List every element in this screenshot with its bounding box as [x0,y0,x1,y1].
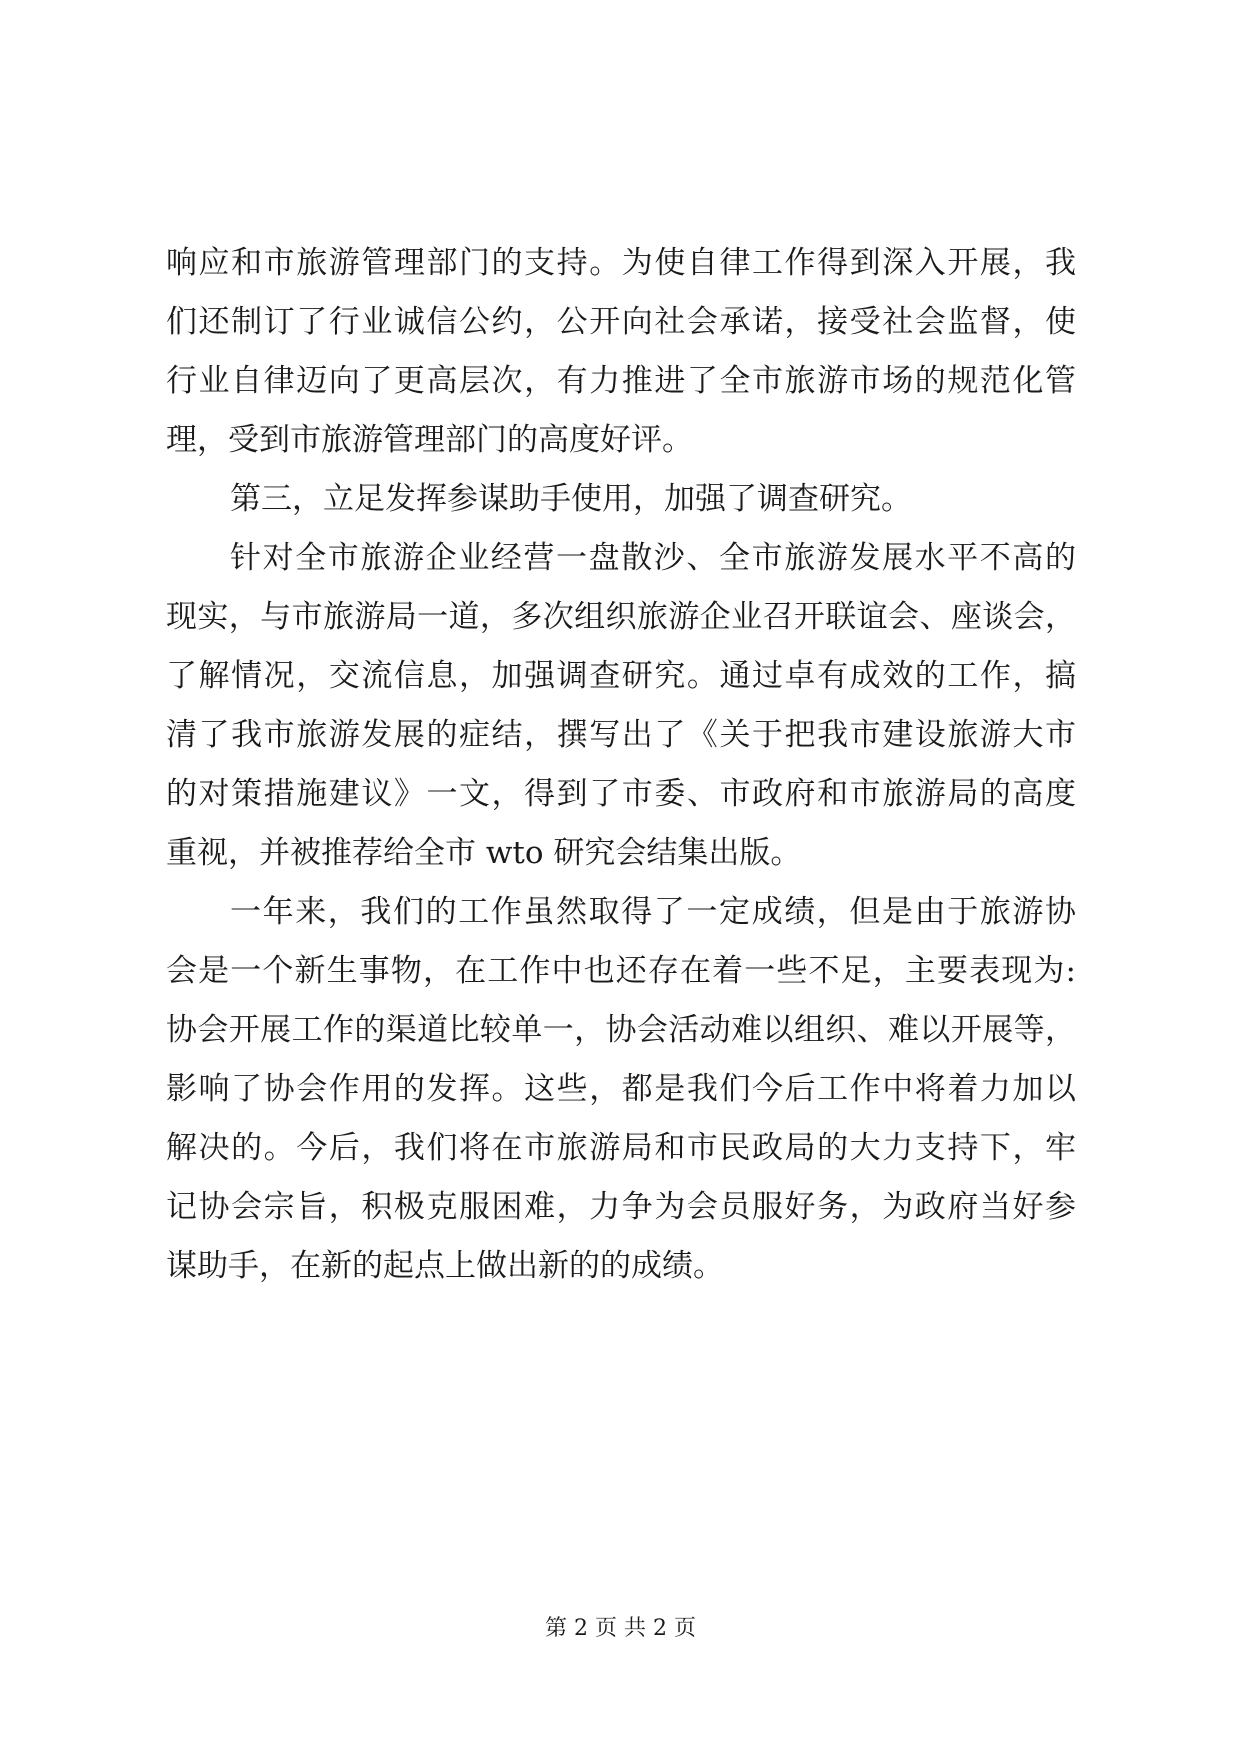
text-line: 会是一个新生事物，在工作中也还存在着一些不足，主要表现为: [166,953,1076,989]
text-line: 谋助手，在新的起点上做出新的的成绩。 [166,1248,724,1284]
text-line: 重视，并被推荐给全市 wto 研究会结集出版。 [166,835,802,871]
text-line: 理，受到市旅游管理部门的高度好评。 [166,422,693,458]
text-line: 的对策措施建议》一文，得到了市委、市政府和市旅游局的高度 [166,776,1076,812]
text-line: 行业自律迈向了更高层次，有力推进了全市旅游市场的规范化管 [166,363,1076,399]
text-line: 们还制订了行业诚信公约，公开向社会承诺，接受社会监督，使 [166,304,1076,340]
text-line: 清了我市旅游发展的症结，撰写出了《关于把我市建设旅游大市 [166,717,1076,753]
text-line: 协会开展工作的渠道比较单一，协会活动难以组织、难以开展等， [166,1012,1076,1048]
text-line: 响应和市旅游管理部门的支持。为使自律工作得到深入开展，我 [166,245,1076,281]
section-heading: 第三，立足发挥参谋助手使用，加强了调查研究。 [230,481,912,517]
text-line: 针对全市旅游企业经营一盘散沙、全市旅游发展水平不高的 [230,540,1076,576]
text-line: 影响了协会作用的发挥。这些，都是我们今后工作中将着力加以 [166,1071,1076,1107]
text-line: 一年来，我们的工作虽然取得了一定成绩，但是由于旅游协 [230,894,1076,930]
text-line: 解决的。今后，我们将在市旅游局和市民政局的大力支持下，牢 [166,1130,1076,1166]
document-body [166,234,1076,1296]
text-line: 记协会宗旨，积极克服困难，力争为会员服好务，为政府当好参 [166,1189,1076,1225]
text-line: 了解情况，交流信息，加强调查研究。通过卓有成效的工作，搞 [166,658,1076,694]
text-line: 现实，与市旅游局一道，多次组织旅游企业召开联谊会、座谈会， [166,599,1076,635]
page-footer: 第 2 页 共 2 页 [545,1616,696,1641]
